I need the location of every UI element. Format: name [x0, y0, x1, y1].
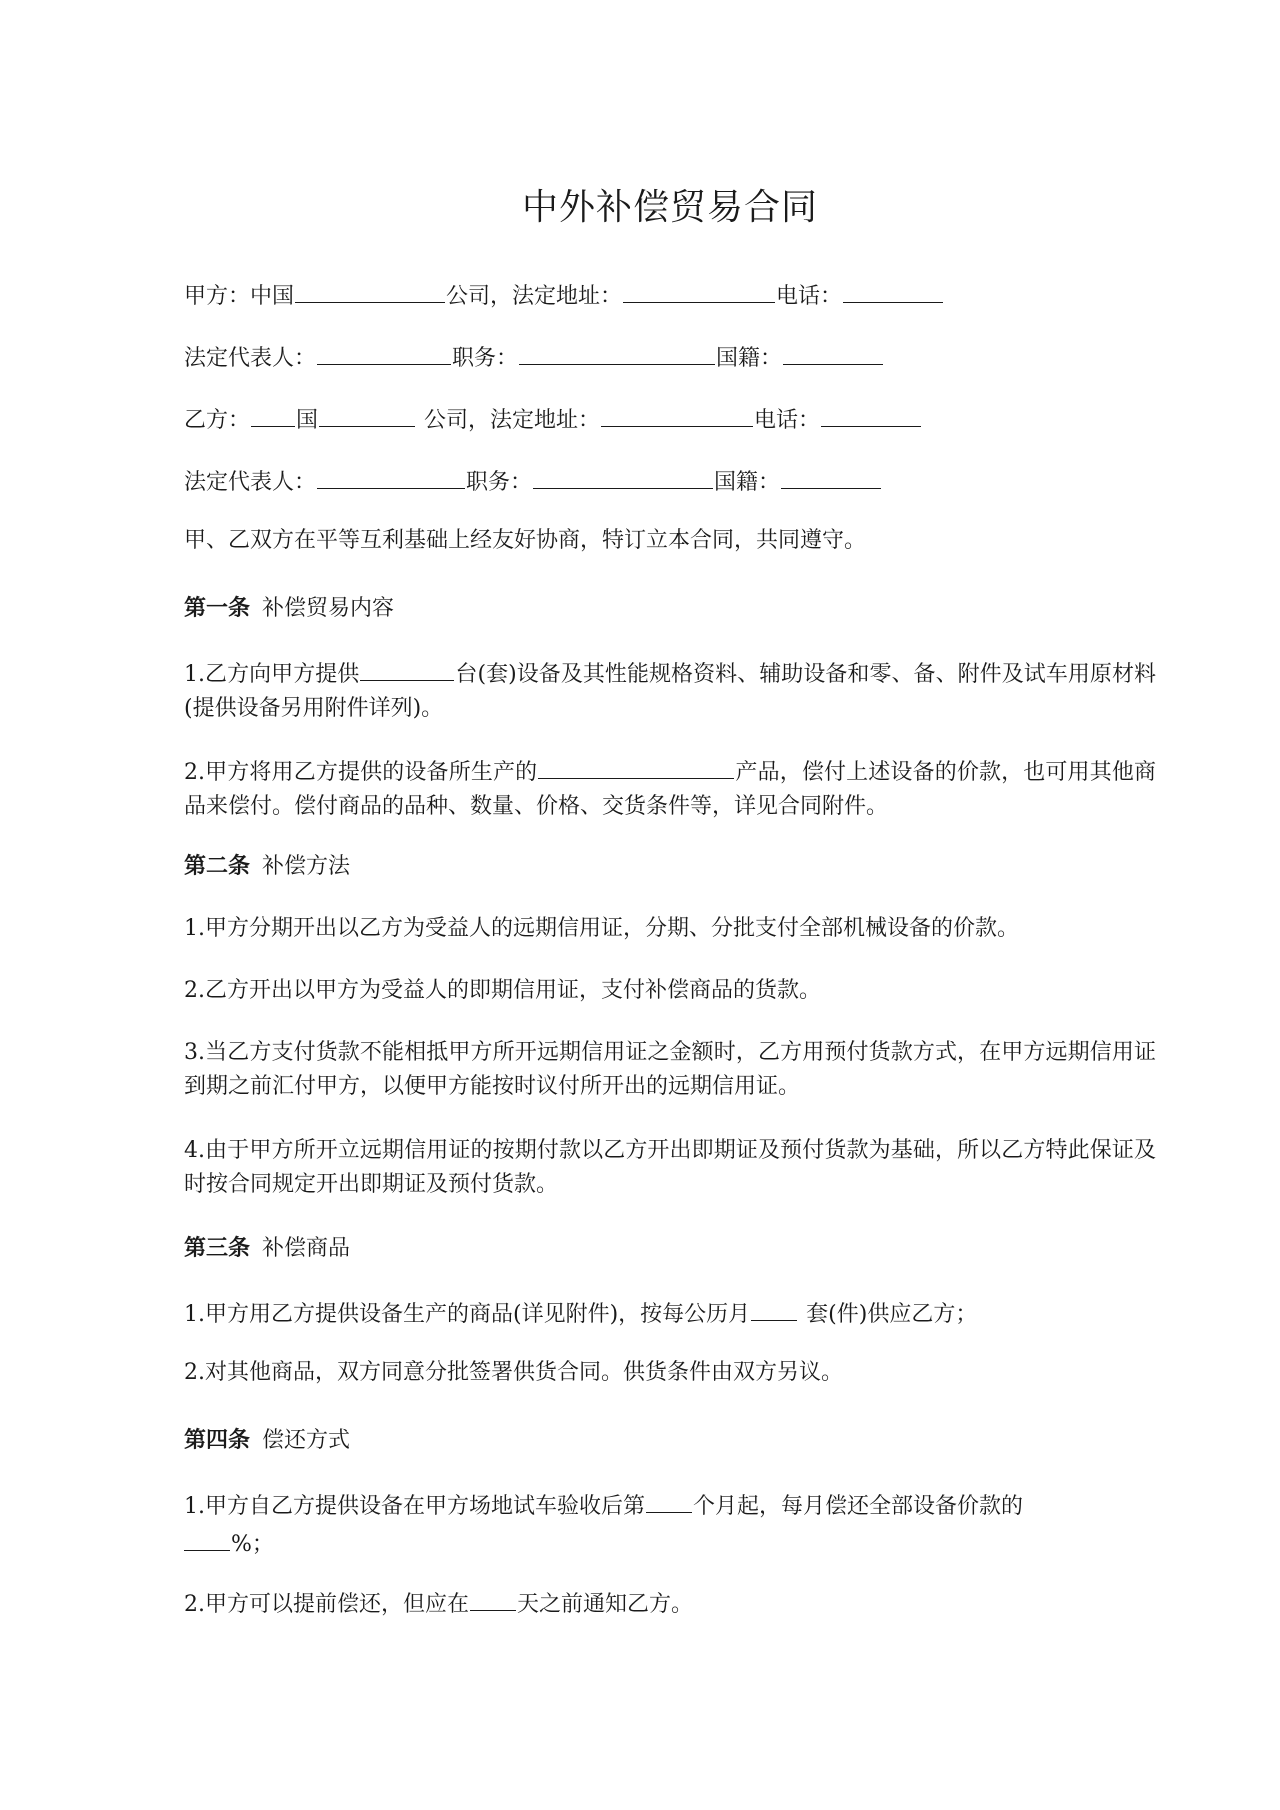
article-2-heading: [184, 850, 1156, 884]
article-1-item-1-text-a: 1.乙方向甲方提供: [184, 662, 360, 687]
party-a-phone-blank[interactable]: [843, 276, 943, 303]
article-2-item-4: 4.由于甲方所开立远期信用证的按期付款以乙方开出即期证及预付货款为基础，所以乙方特此保证及时按合同规定开出即期证及预付货款。: [184, 1138, 1156, 1197]
article-4-item-1-text-c: %；: [231, 1532, 274, 1557]
party-a-company-blank[interactable]: [295, 276, 445, 303]
article-2-topic: 补偿方法: [262, 854, 351, 879]
repayment-start-month-blank[interactable]: [646, 1486, 692, 1513]
party-a-address-blank[interactable]: [623, 276, 775, 303]
article-4-heading: [184, 1424, 1156, 1458]
party-b-rep-label: 法定代表人：: [184, 470, 317, 495]
party-a-position-label: 职务：: [452, 346, 519, 371]
product-name-blank[interactable]: [538, 752, 734, 779]
party-a-address-label: 公司，法定地址：: [446, 284, 623, 309]
article-1-item-1-text-b: 台(套)设备及其性能规格资料、辅助设备和零、备、附件及试车用原材料(提供设备另用附件详列)。: [184, 662, 1156, 721]
article-1-item-2-text-a: 2.甲方将用乙方提供的设备所生产的: [184, 760, 538, 785]
article-2-item-2: 2.乙方开出以甲方为受益人的即期信用证，支付补偿商品的货款。: [184, 978, 821, 1003]
article-3-item-1-text-a: 1.甲方用乙方提供设备生产的商品(详见附件)，按每公历月: [184, 1302, 751, 1327]
party-a-nationality-label: 国籍：: [716, 346, 783, 371]
party-b-nationality-blank[interactable]: [781, 462, 881, 489]
party-a-label: 甲方：中国: [184, 284, 295, 309]
party-b-country-blank[interactable]: [251, 400, 295, 427]
equipment-quantity-blank[interactable]: [360, 654, 454, 681]
party-b-nationality-label: 国籍：: [714, 470, 781, 495]
notice-days-blank[interactable]: [470, 1584, 516, 1611]
party-b-address-blank[interactable]: [601, 400, 753, 427]
repayment-percent-blank[interactable]: [184, 1524, 230, 1551]
party-a-rep-label: 法定代表人：: [184, 346, 317, 371]
article-4-item-1-text-a: 1.甲方自乙方提供设备在甲方场地试车验收后第: [184, 1494, 645, 1519]
party-b-position-blank[interactable]: [533, 462, 713, 489]
party-b-country-label: 国: [296, 408, 319, 433]
party-b-line: [184, 400, 1156, 438]
party-b-rep-blank[interactable]: [317, 462, 465, 489]
party-b-phone-blank[interactable]: [821, 400, 921, 427]
party-a-rep-blank[interactable]: [317, 338, 451, 365]
article-1-number: 第一条: [184, 596, 251, 621]
party-b-rep-line: [184, 462, 1156, 500]
party-a-rep-line: [184, 338, 1156, 376]
article-4-item-1-text-b: 个月起，每月偿还全部设备价款的: [693, 1494, 1024, 1519]
party-a-phone-label: 电话：: [776, 284, 843, 309]
article-2-item-1: 1.甲方分期开出以乙方为受益人的远期信用证，分期、分批支付全部机械设备的价款。: [184, 916, 1019, 941]
article-3-number: 第三条: [184, 1236, 251, 1261]
party-a-nationality-blank[interactable]: [783, 338, 883, 365]
document-title: 中外补偿贸易合同: [521, 187, 818, 228]
preamble: 甲、乙双方在平等互利基础上经友好协商，特订立本合同，共同遵守。: [184, 528, 867, 553]
article-4-item-2-text-b: 天之前通知乙方。: [517, 1592, 694, 1617]
article-3-item-2: 2.对其他商品，双方同意分批签署供货合同。供货条件由双方另议。: [184, 1360, 843, 1385]
party-a-line: [184, 276, 1156, 314]
article-3-item-1-text-b: 套(件)供应乙方；: [806, 1302, 978, 1327]
party-b-company-blank[interactable]: [319, 400, 415, 427]
article-3-heading: [184, 1232, 1156, 1266]
article-4-item-1: [184, 1486, 1156, 1562]
article-1-item-1: [184, 654, 1156, 726]
monthly-supply-blank[interactable]: [751, 1294, 797, 1321]
article-4-item-2: [184, 1584, 1156, 1622]
article-2-number: 第二条: [184, 854, 251, 879]
article-1-item-2: [184, 752, 1156, 824]
article-3-topic: 补偿商品: [262, 1236, 351, 1261]
article-2-item-3: 3.当乙方支付货款不能相抵甲方所开远期信用证之金额时，乙方用预付货款方式，在甲方远期信用证到期之前汇付甲方，以便甲方能按时议付所开出的远期信用证。: [184, 1040, 1156, 1099]
party-b-label: 乙方：: [184, 408, 251, 433]
article-3-item-1: [184, 1294, 1156, 1332]
article-1-item-2-text-b: 产品，偿付上述设备的价款，也可用其他商品来偿付。偿付商品的品种、数量、价格、交货条件等，详见合同附件。: [184, 760, 1156, 819]
article-1-topic: 补偿贸易内容: [262, 596, 395, 621]
article-4-topic: 偿还方式: [262, 1428, 351, 1453]
party-b-address-label: 公司，法定地址：: [424, 408, 601, 433]
article-1-heading: [184, 592, 1156, 626]
party-b-position-label: 职务：: [466, 470, 533, 495]
article-4-number: 第四条: [184, 1428, 251, 1453]
party-b-phone-label: 电话：: [754, 408, 821, 433]
article-4-item-2-text-a: 2.甲方可以提前偿还，但应在: [184, 1592, 469, 1617]
party-a-position-blank[interactable]: [519, 338, 715, 365]
